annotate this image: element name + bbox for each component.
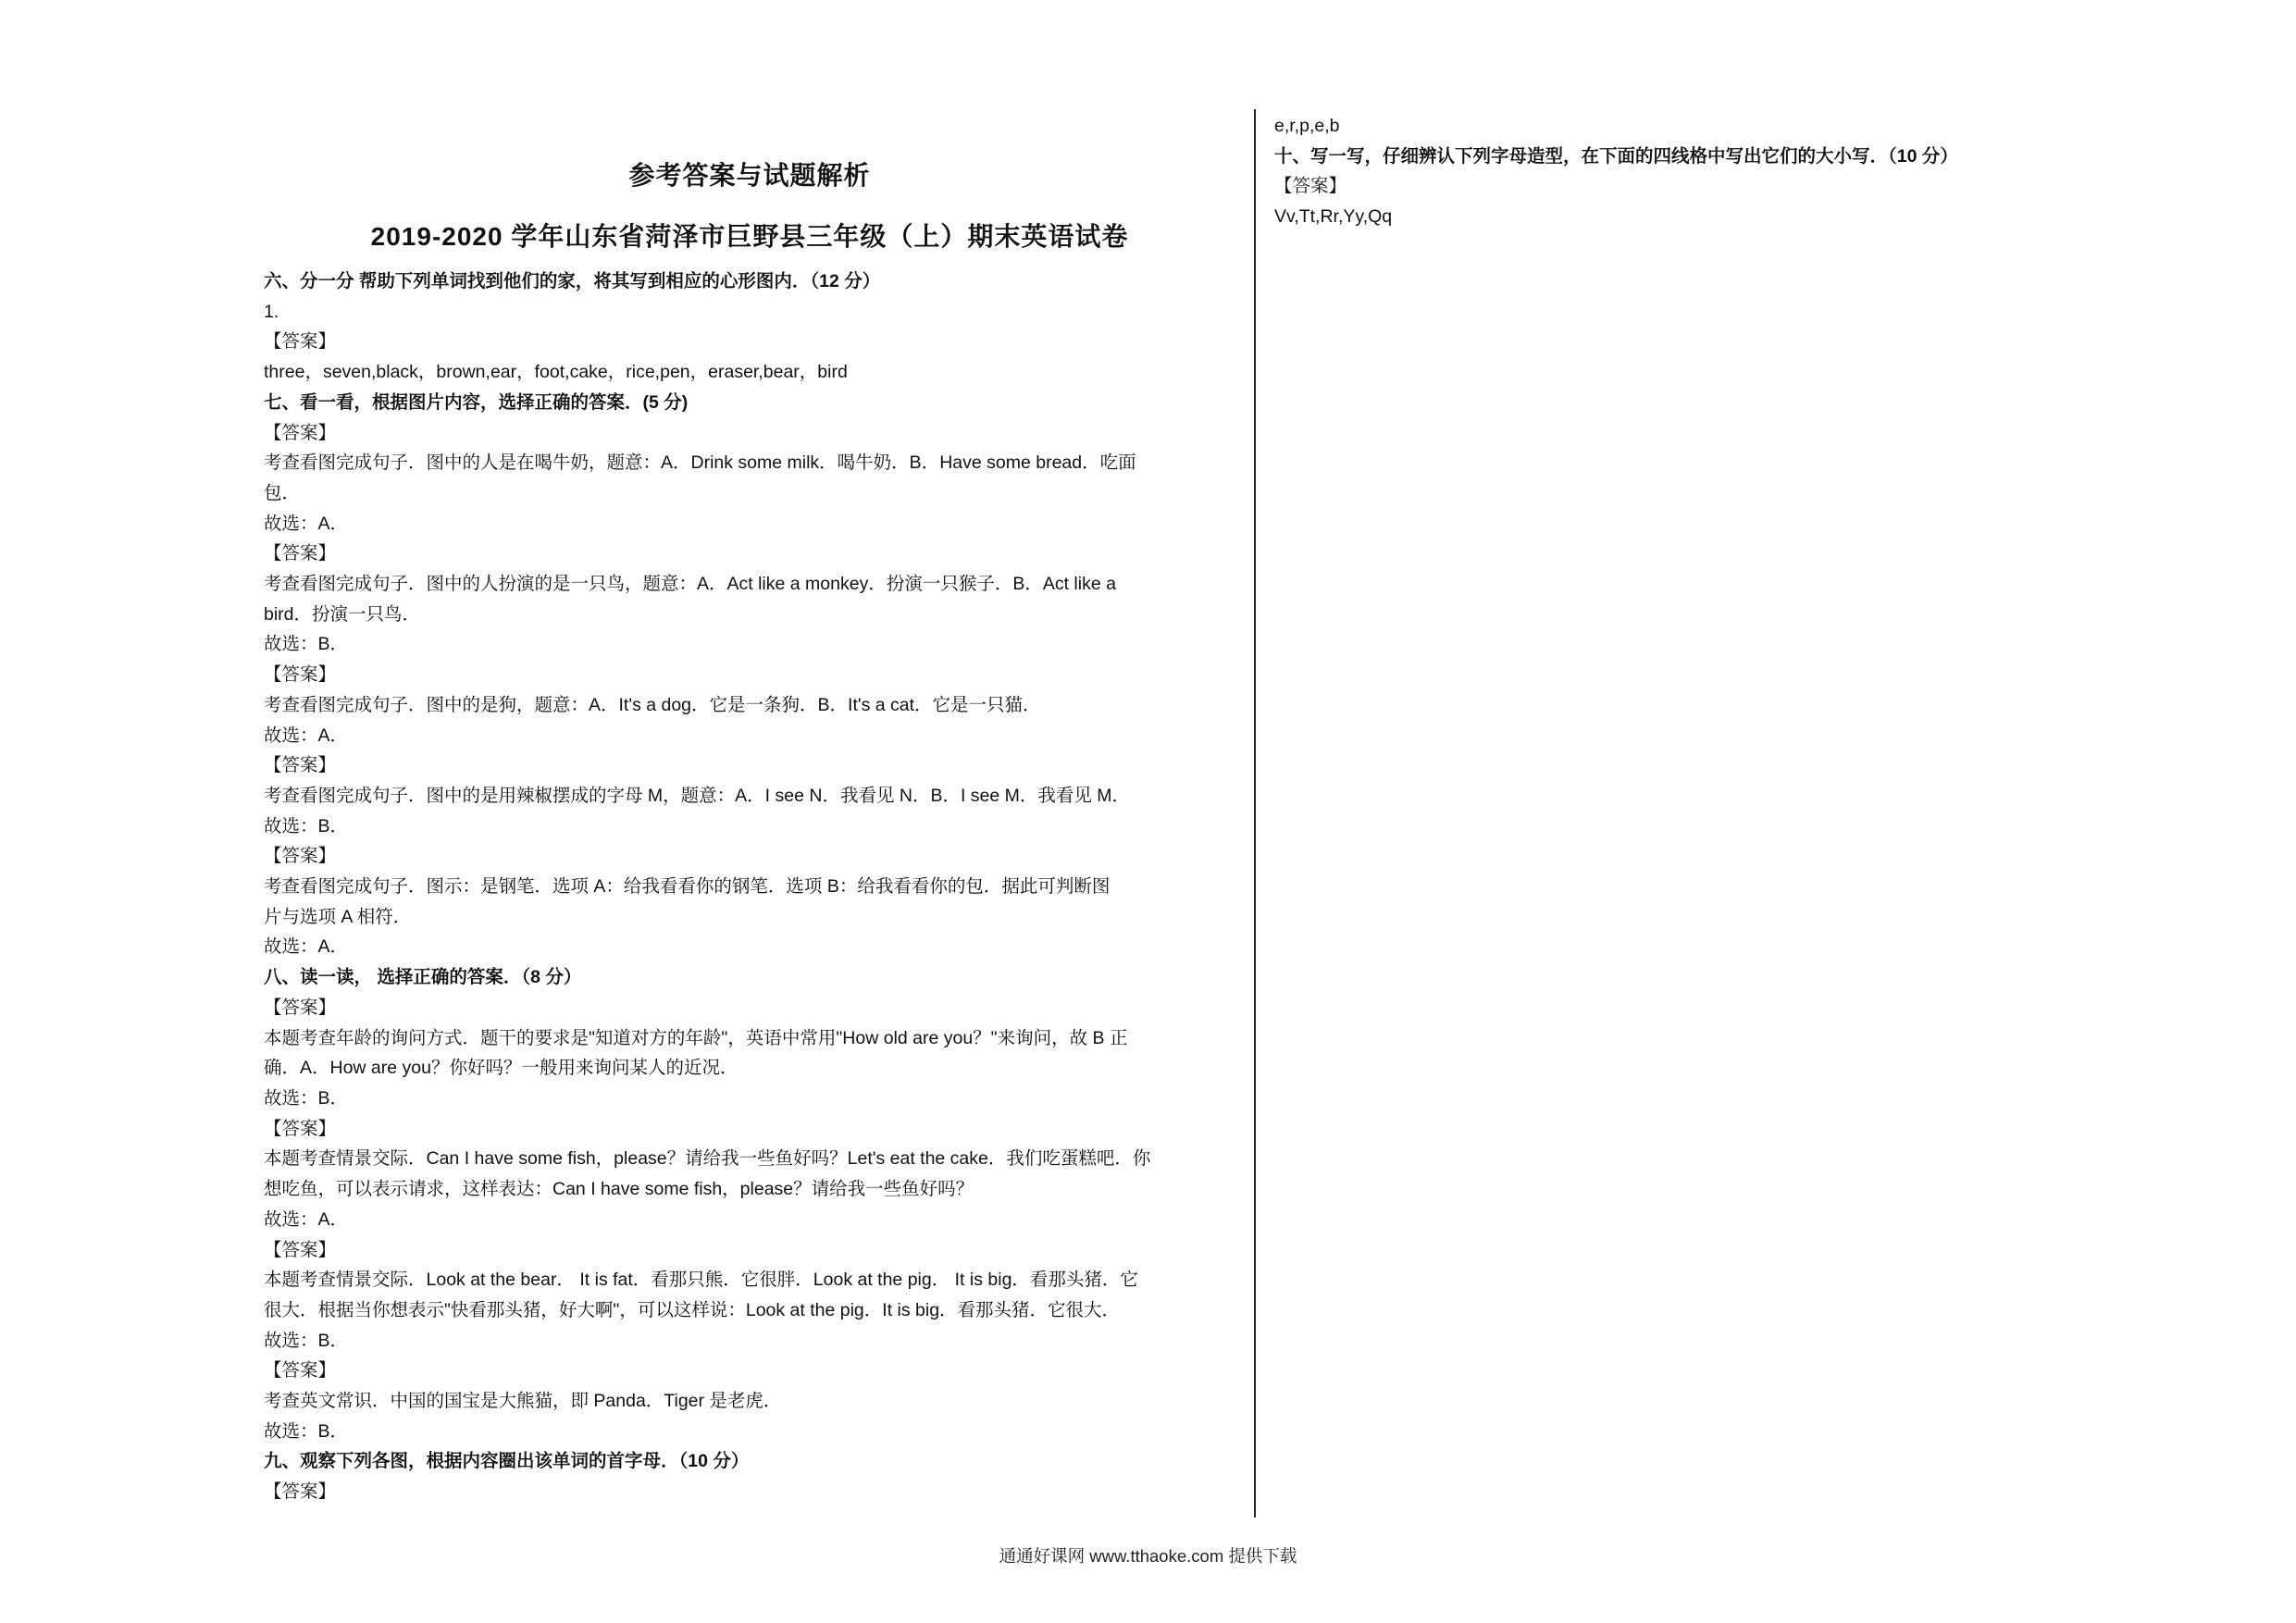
answer-label: 【答案】 bbox=[264, 664, 337, 686]
exam-title: 2019-2020 学年山东省菏泽市巨野县三年级（上）期末英语试卷 bbox=[370, 222, 1129, 251]
text-line: 很大．根据当你想表示"快看那头猪，好大啊"，可以这样说：Look at the pig．It is big．看那头猪．它很大． bbox=[264, 1299, 1121, 1320]
text-line: 故选：B． bbox=[264, 815, 349, 836]
text-line: 想吃鱼，可以表示请求，这样表达：Can I have some fish，please？请给我一些鱼好吗？ bbox=[264, 1179, 974, 1200]
answer-label: 【答案】 bbox=[1274, 176, 1347, 197]
text-line: 考查看图完成句子．图示：是钢笔．选项 A：给我看看你的钢笔．选项 B：给我看看你的包．据此可判断图 bbox=[264, 876, 1111, 898]
text-line: 故选：A． bbox=[264, 1208, 349, 1230]
column-divider bbox=[1254, 109, 1256, 1518]
text-line: 故选：B． bbox=[264, 1330, 349, 1351]
text-line: Vv,Tt,Rr,Yy,Qq bbox=[1274, 206, 1393, 228]
section-heading: 十、写一写，仔细辨认下列字母造型，在下面的四线格中写出它们的大小写．（10 分） bbox=[1274, 145, 1958, 167]
left-answer-content bbox=[264, 266, 1235, 1507]
left-column bbox=[264, 157, 1235, 1507]
answer-label: 【答案】 bbox=[264, 1118, 337, 1139]
text-line: 1. bbox=[264, 301, 279, 322]
text-line: 片与选项 A 相符． bbox=[264, 906, 412, 927]
answer-label: 【答案】 bbox=[264, 755, 337, 776]
text-line: 本题考查年龄的询问方式．题干的要求是"知道对方的年龄"，英语中常用"How old are you？"来询问，故 B 正 bbox=[264, 1027, 1128, 1048]
section-heading: 七、看一看，根据图片内容，选择正确的答案．(5 分) bbox=[264, 391, 689, 413]
answer-label: 【答案】 bbox=[264, 997, 337, 1018]
text-line: 本题考查情景交际．Can I have some fish，please？请给我一些鱼好吗？Let's eat the cake．我们吃蛋糕吧．你 bbox=[264, 1148, 1151, 1170]
right-column bbox=[1274, 111, 2255, 232]
page-footer: 通通好课网 www.tthaoke.com 提供下载 bbox=[999, 1546, 1297, 1566]
text-line: 考查看图完成句子．图中的人是在喝牛奶，题意：A．Drink some milk．喝牛奶．B．Have some bread．吃面 bbox=[264, 452, 1136, 474]
text-line: 考查看图完成句子．图中的人扮演的是一只鸟，题意：A．Act like a monkey．扮演一只猴子．B．Act like a bbox=[264, 574, 1116, 595]
text-line: 包． bbox=[264, 482, 301, 503]
text-line: e,r,p,e,b bbox=[1274, 116, 1340, 136]
page-title: 参考答案与试题解析 bbox=[628, 161, 871, 190]
text-line: 故选：B． bbox=[264, 1420, 349, 1442]
text-line: 故选：A． bbox=[264, 936, 349, 958]
answer-label: 【答案】 bbox=[264, 331, 337, 353]
text-line: 故选：A． bbox=[264, 513, 349, 534]
text-line: 确．A．How are you？你好吗？一般用来询问某人的近况． bbox=[264, 1058, 738, 1079]
text-line: 本题考查情景交际．Look at the bear． It is fat．看那只熊．它很胖．Look at the pig． It is big．看那头猪．它 bbox=[264, 1270, 1138, 1291]
text-line: 故选：B． bbox=[264, 634, 349, 655]
text-line: 考查英文常识．中国的国宝是大熊猫，即 Panda．Tiger 是老虎． bbox=[264, 1391, 782, 1412]
right-answer-content bbox=[1274, 111, 2255, 232]
answer-label: 【答案】 bbox=[264, 846, 337, 867]
text-line: 故选：A． bbox=[264, 725, 349, 746]
text-line: bird．扮演一只鸟． bbox=[264, 603, 421, 625]
answer-label: 【答案】 bbox=[264, 1360, 337, 1381]
text-line: three，seven,black，brown,ear，foot,cake，rice,pen，eraser,bear，bird bbox=[264, 362, 848, 383]
section-heading: 九、观察下列各图，根据内容圈出该单词的首字母．（10 分） bbox=[264, 1451, 750, 1472]
section-heading: 八、读一读， 选择正确的答案．（8 分） bbox=[264, 967, 582, 988]
answer-label: 【答案】 bbox=[264, 543, 337, 564]
text-line: 故选：B． bbox=[264, 1087, 349, 1109]
answer-label: 【答案】 bbox=[264, 1239, 337, 1260]
answer-label: 【答案】 bbox=[264, 422, 337, 443]
text-line: 考查看图完成句子．图中的是狗，题意：A．It's a dog．它是一条狗．B．It's a cat．它是一只猫． bbox=[264, 694, 1041, 715]
section-heading: 六、分一分 帮助下列单词找到他们的家，将其写到相应的心形图内．（12 分） bbox=[264, 271, 881, 291]
text-line: 考查看图完成句子．图中的是用辣椒摆成的字母 M，题意：A．I see N．我看见 N．B．I see M．我看见 M． bbox=[264, 785, 1131, 806]
answer-label: 【答案】 bbox=[264, 1481, 337, 1503]
